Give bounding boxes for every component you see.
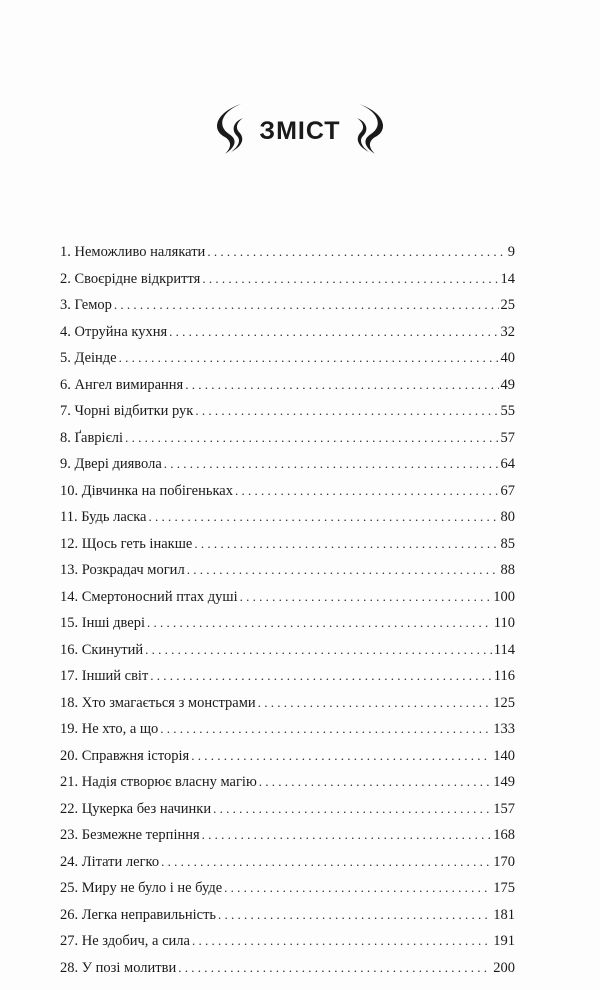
toc-entry[interactable] (60, 955, 515, 982)
toc-entry-title: 17. Інший світ (60, 668, 149, 684)
dot-leader (161, 849, 491, 876)
toc-entry[interactable] (60, 796, 515, 823)
dot-leader (213, 796, 491, 823)
toc-entry[interactable] (60, 531, 515, 558)
toc-entry-page: 100 (493, 588, 515, 605)
toc-entry-title: 23. Безмежне терпіння (60, 827, 200, 843)
dot-leader (207, 239, 505, 266)
toc-entry-title: 8. Ґаврієлі (60, 429, 124, 446)
dot-leader (160, 716, 491, 743)
toc-entry-title: 15. Інші двері (60, 615, 146, 631)
toc-entry-title: 10. Дівчинка на побігеньках (60, 482, 233, 499)
toc-entry[interactable] (60, 663, 515, 690)
toc-entry-title: 9. Двері диявола (60, 456, 162, 472)
dot-leader (195, 398, 498, 425)
dot-leader (240, 584, 492, 611)
dot-leader (192, 928, 491, 955)
toc-header (0, 96, 600, 166)
dot-leader (191, 743, 491, 770)
toc-entry-page: 191 (493, 933, 515, 949)
toc-entry-title: 28. У позі молитви (60, 959, 177, 976)
toc-entry[interactable] (60, 769, 515, 796)
toc-entry[interactable] (60, 822, 515, 849)
toc-entry[interactable] (60, 902, 515, 929)
dot-leader (185, 372, 498, 399)
toc-entry-title: 3. Гемор (60, 297, 112, 313)
dot-leader (259, 769, 491, 796)
toc-entry-page: 32 (500, 323, 515, 340)
dot-leader (119, 345, 499, 372)
toc-entry-title: 2. Своєрідне відкриття (60, 270, 201, 287)
toc-entry[interactable] (60, 584, 515, 611)
dot-leader (169, 319, 498, 346)
toc-entry[interactable] (60, 690, 515, 717)
toc-entry[interactable] (60, 372, 515, 399)
toc-entry-page: 110 (493, 615, 515, 631)
dot-leader (187, 557, 499, 584)
toc-entry-page: 25 (500, 297, 515, 313)
toc-entry-title: 12. Щось геть інакше (60, 535, 193, 552)
toc-entry-title: 24. Літати легко (60, 853, 160, 870)
toc-entry-title: 13. Розкрадач могил (60, 562, 185, 578)
dot-leader (258, 690, 492, 717)
toc-entry-page: 200 (493, 959, 515, 976)
toc-entry[interactable] (60, 875, 515, 902)
toc-entry-title: 26. Легка неправильність (60, 906, 217, 923)
dot-leader (218, 902, 491, 929)
toc-entry-page: 85 (500, 535, 515, 552)
dot-leader (235, 478, 499, 505)
toc-entry-page: 64 (500, 456, 515, 472)
toc-entry-title: 25. Миру не було і не буде (60, 880, 223, 896)
toc-entry[interactable] (60, 504, 515, 531)
toc-entry[interactable] (60, 266, 515, 293)
toc-entry[interactable] (60, 425, 515, 452)
toc-entry-title: 21. Надія створює власну магію (60, 774, 257, 790)
toc-entry[interactable] (60, 557, 515, 584)
toc-entry-page: 125 (493, 694, 515, 711)
left-flourish-icon (211, 102, 249, 160)
toc-entry-page: 149 (493, 774, 515, 790)
toc-entry-page: 168 (493, 827, 515, 843)
dot-leader (149, 504, 499, 531)
toc-entry-title: 16. Скинутий (60, 641, 144, 658)
toc-entry-page: 67 (500, 482, 515, 499)
dot-leader (164, 451, 499, 478)
toc-entry-title: 20. Справжня історія (60, 747, 190, 764)
dot-leader (194, 531, 498, 558)
dot-leader (178, 955, 491, 982)
toc-entry-page: 114 (493, 641, 515, 658)
toc-entry-title: 7. Чорні відбитки рук (60, 403, 194, 419)
toc-entry-title: 4. Отруйна кухня (60, 323, 168, 340)
dot-leader (147, 610, 492, 637)
toc-entry[interactable] (60, 743, 515, 770)
toc-entry-title: 1. Неможливо налякати (60, 244, 206, 260)
dot-leader (150, 663, 491, 690)
page-title: ЗМІСТ (259, 116, 341, 145)
toc-entry-page: 181 (493, 906, 515, 923)
toc-entry[interactable] (60, 292, 515, 319)
toc-entry[interactable] (60, 928, 515, 955)
toc-entry[interactable] (60, 451, 515, 478)
toc-entry-page: 116 (493, 668, 515, 684)
toc-entry-title: 22. Цукерка без начинки (60, 800, 212, 817)
dot-leader (224, 875, 491, 902)
toc-entry[interactable] (60, 610, 515, 637)
toc-entry-title: 27. Не здобич, а сила (60, 933, 190, 949)
dot-leader (202, 266, 498, 293)
dot-leader (114, 292, 499, 319)
toc-entry-page: 170 (493, 853, 515, 870)
toc-entry[interactable] (60, 637, 515, 664)
toc-entry-title: 19. Не хто, а що (60, 721, 159, 737)
toc-entry[interactable] (60, 849, 515, 876)
toc-entry-title: 14. Смертоносний птах душі (60, 588, 238, 605)
toc-entry[interactable] (60, 345, 515, 372)
toc-entry[interactable] (60, 319, 515, 346)
dot-leader (202, 822, 492, 849)
toc-entry-page: 55 (500, 403, 515, 419)
toc-entry-page: 157 (493, 800, 515, 817)
toc-entry-page: 57 (500, 429, 515, 446)
dot-leader (125, 425, 498, 452)
toc-entry-title: 6. Ангел вимирання (60, 376, 184, 393)
toc-entry-page: 49 (500, 376, 515, 393)
toc-entry[interactable] (60, 478, 515, 505)
toc-entry-page: 14 (500, 270, 515, 287)
toc-entry[interactable] (60, 239, 515, 266)
toc-entry-title: 18. Хто змагається з монстрами (60, 694, 256, 711)
toc-entry-title: 11. Будь ласка (60, 509, 147, 525)
toc-entry[interactable] (60, 398, 515, 425)
toc-entry-page: 140 (493, 747, 515, 764)
toc-entry-page: 80 (500, 509, 515, 525)
table-of-contents (60, 239, 515, 981)
toc-entry-page: 40 (500, 350, 515, 366)
dot-leader (145, 637, 492, 664)
right-flourish-icon (351, 102, 389, 160)
toc-entry-page: 175 (493, 880, 515, 896)
toc-entry[interactable] (60, 716, 515, 743)
toc-entry-page: 133 (493, 721, 515, 737)
toc-entry-title: 5. Деінде (60, 350, 117, 366)
toc-entry-page: 9 (507, 244, 515, 260)
toc-entry-page: 88 (500, 562, 515, 578)
